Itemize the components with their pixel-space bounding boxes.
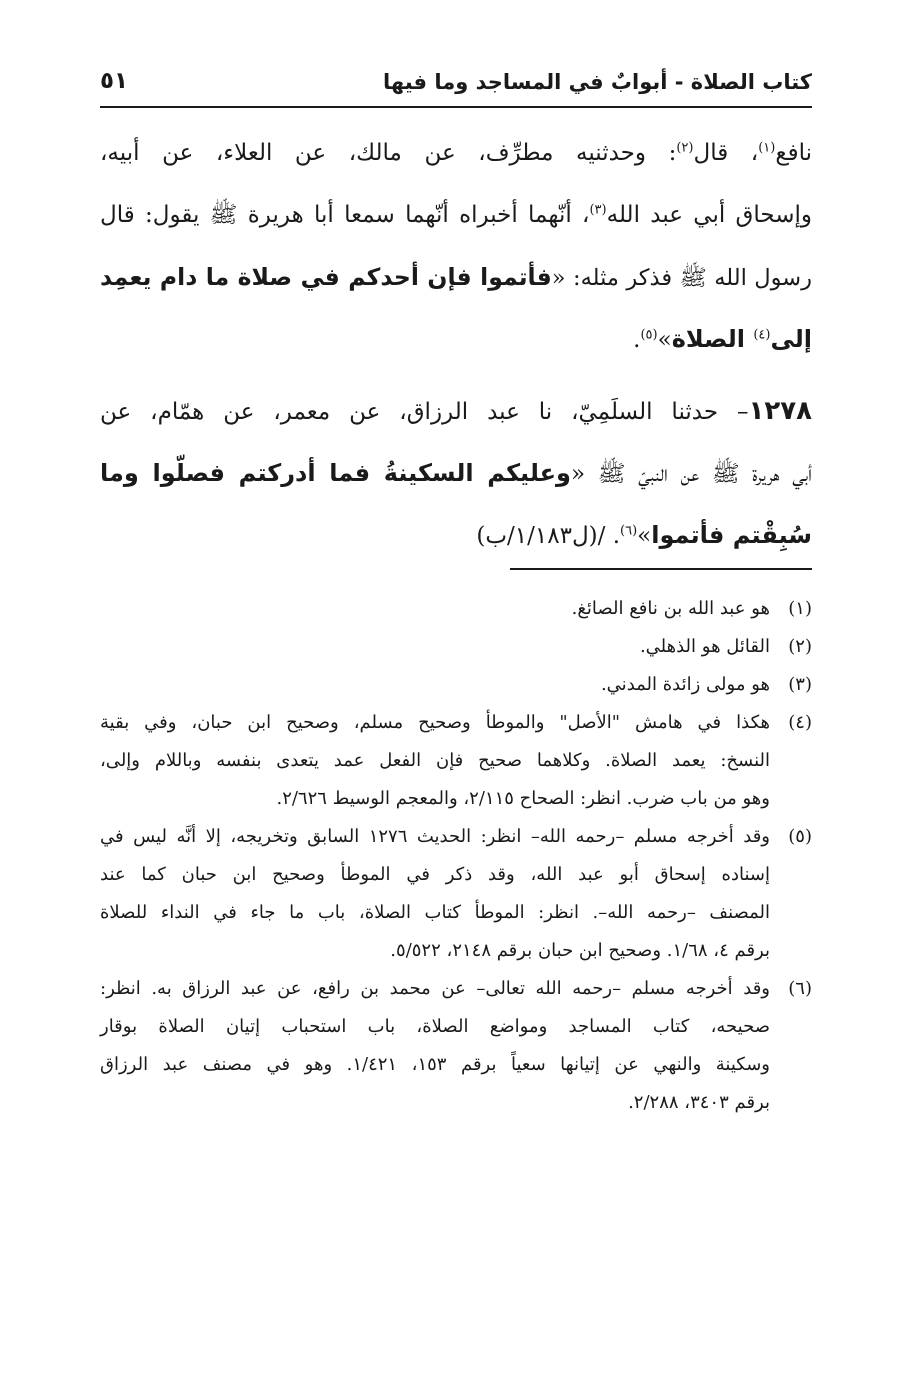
text-run: : وحدثنيه مطرِّف، عن مالك، عن العلاء، عن أبيه،	[100, 140, 677, 166]
footnote-number: (٣)	[788, 674, 812, 695]
hadith-matn: سُبِقْتم فأتموا	[651, 521, 812, 549]
footnote-ref[interactable]: (٦)	[620, 523, 638, 539]
hadith-matn: الصلاة	[671, 325, 754, 353]
hadith-matn: وعليكم السكينةُ فما أدركتم فصلّوا وما	[100, 459, 571, 487]
footnote-ref[interactable]: (٢)	[676, 140, 694, 156]
text-run: . /(ل١/١٨٣/ب)	[476, 523, 621, 549]
footnote-ref[interactable]: (٤)	[753, 327, 771, 343]
header-title: كتاب الصلاة - أبوابٌ في المساجد وما فيها	[382, 70, 812, 94]
footnote-line: وقد أخرجه مسلم –رحمه الله– انظر: الحديث ١٢٧٦ السابق وتخريجه، إلا أنَّه ليس في	[100, 826, 770, 847]
footnote-line: هو عبد الله بن نافع الصائغ.	[571, 598, 770, 619]
footnote-3	[100, 666, 812, 704]
main-text	[100, 122, 812, 566]
footnote-ref[interactable]: (٣)	[589, 202, 607, 218]
footnote-line: النسخ: يعمد الصلاة. وكلاهما صحيح فإن الفعل عمد يتعدى بنفسه وباللام وإلى،	[100, 750, 770, 771]
hadith-number: ١٢٧٨	[748, 396, 812, 426]
text-line	[100, 308, 812, 370]
footnote-line: وهو من باب ضرب. انظر: الصحاح ٢/١١٥، والمعجم الوسيط ٢/٦٢٦.	[276, 788, 770, 809]
text-run: وإسحاق أبي عبد الله	[606, 202, 813, 228]
header-rule	[100, 106, 812, 108]
footnote-1	[100, 590, 812, 628]
footnote-2	[100, 628, 812, 666]
footnote-5	[100, 818, 812, 970]
footnote-line: هو مولى زائدة المدني.	[600, 674, 770, 695]
hadith-matn: إلى	[770, 325, 812, 353]
text-line	[100, 246, 812, 308]
text-run: نافع	[775, 140, 812, 166]
footnote-line: القائل هو الذهلي.	[639, 636, 770, 657]
footnote-line: هكذا في هامش "الأصل" والموطأ وصحيح مسلم، وصحيح ابن حبان، وفي بقية	[100, 712, 770, 733]
footnote-6	[100, 970, 812, 1122]
footnotes	[100, 590, 812, 1122]
running-header	[100, 66, 812, 106]
footnote-4	[100, 704, 812, 818]
text-run: .	[633, 327, 641, 353]
hadith-matn: فأتموا فإن أحدكم في صلاة ما دام يعمِد	[100, 263, 552, 291]
footnote-line: صحيحه، كتاب المساجد ومواضع الصلاة، باب استحباب إتيان الصلاة بوقار	[100, 1016, 770, 1037]
text-line	[100, 122, 812, 184]
text-line	[100, 380, 812, 442]
footnote-ref[interactable]: (٥)	[640, 327, 658, 343]
text-run: رسول الله ﷺ فذكر مثله: «	[551, 265, 812, 291]
footnote-line: برقم ٣٤٠٣، ٢/٢٨٨.	[628, 1092, 770, 1113]
paragraph-gap	[100, 370, 812, 380]
text-run: أبي هريرة ﷺ عن النبيّ ﷺ «	[570, 461, 813, 487]
text-run: ، أنّهما أخبراه أنّهما سمعا أبا هريرة ﷺ يقول: قال	[100, 202, 590, 228]
footnote-separator	[510, 568, 812, 570]
footnote-line: المصنف –رحمه الله–. انظر: الموطأ كتاب الصلاة، باب ما جاء في النداء للصلاة	[100, 902, 770, 923]
footnote-number: (٢)	[788, 636, 812, 657]
footnote-line: إسناده إسحاق أبو عبد الله، وقد ذكر في الموطأ وصحيح ابن حبان كما عند	[100, 864, 770, 885]
footnote-ref[interactable]: (١)	[758, 140, 776, 156]
text-line	[100, 504, 812, 566]
text-line	[100, 184, 812, 246]
text-run: ، قال	[693, 140, 759, 166]
footnote-line: برقم ٤، ١/٦٨. وصحيح ابن حبان برقم ٢١٤٨، ٥/٥٢٢.	[390, 940, 770, 961]
footnote-number: (١)	[788, 598, 812, 619]
footnote-line: وسكينة والنهي عن إتيانها سعياً برقم ١٥٣، ١/٤٢١. وهو في مصنف عبد الرزاق	[100, 1054, 770, 1075]
text-run: »	[637, 523, 652, 549]
text-run: – حدثنا السلَمِيّ، نا عبد الرزاق، عن معمر، عن همّام، عن	[100, 399, 749, 425]
text-run: »	[657, 327, 672, 353]
footnote-number: (٦)	[788, 978, 812, 999]
text-line	[100, 442, 812, 504]
page-number: ٥١	[100, 68, 129, 94]
footnote-number: (٥)	[788, 826, 812, 847]
footnote-line: وقد أخرجه مسلم –رحمه الله تعالى– عن محمد بن رافع، عن عبد الرزاق به. انظر:	[100, 978, 770, 999]
footnote-number: (٤)	[788, 712, 812, 733]
